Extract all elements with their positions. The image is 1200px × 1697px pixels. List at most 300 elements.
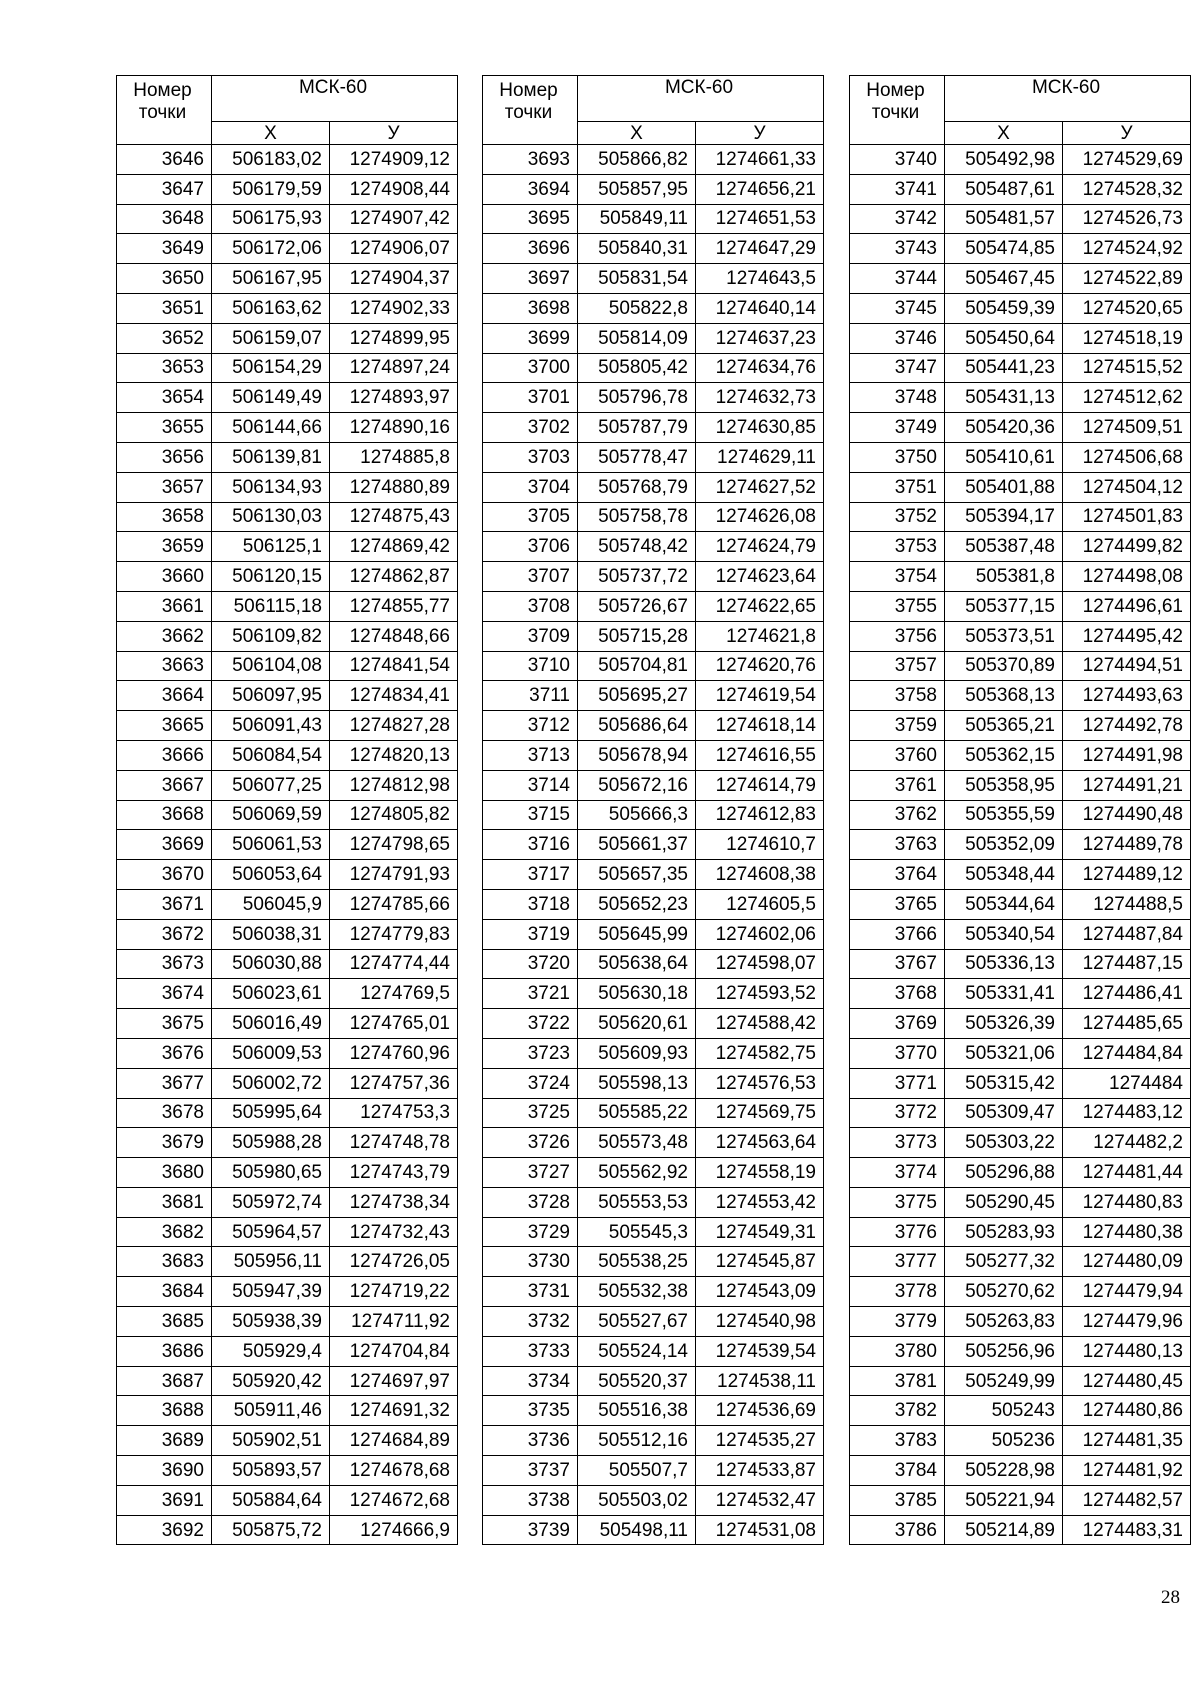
table-row [850, 949, 1191, 979]
x-cell: 506183,02 [212, 145, 330, 175]
y-cell: 1274678,68 [330, 1456, 458, 1486]
table-row [850, 919, 1191, 949]
y-cell: 1274588,42 [696, 1009, 824, 1039]
y-cell: 1274618,14 [696, 711, 824, 741]
table-row [850, 383, 1191, 413]
x-cell: 506097,95 [212, 681, 330, 711]
y-cell: 1274616,55 [696, 740, 824, 770]
x-cell: 505362,15 [945, 740, 1063, 770]
table-row [850, 1038, 1191, 1068]
table-row [850, 681, 1191, 711]
x-cell: 505309,47 [945, 1098, 1063, 1128]
table-row [117, 889, 458, 919]
x-cell: 505995,64 [212, 1098, 330, 1128]
x-cell: 506120,15 [212, 562, 330, 592]
point-number-cell: 3681 [117, 1187, 212, 1217]
table-row [483, 234, 824, 264]
y-cell: 1274492,78 [1063, 711, 1191, 741]
point-number-cell: 3683 [117, 1247, 212, 1277]
y-cell: 1274479,94 [1063, 1277, 1191, 1307]
x-cell: 505249,99 [945, 1366, 1063, 1396]
y-cell: 1274563,64 [696, 1128, 824, 1158]
x-cell: 506069,59 [212, 800, 330, 830]
point-number-cell: 3667 [117, 770, 212, 800]
point-number-cell: 3717 [483, 860, 578, 890]
y-cell: 1274487,84 [1063, 919, 1191, 949]
point-number-cell: 3776 [850, 1217, 945, 1247]
table-row [117, 949, 458, 979]
y-cell: 1274827,28 [330, 711, 458, 741]
x-cell: 505331,41 [945, 979, 1063, 1009]
point-number-cell: 3660 [117, 562, 212, 592]
x-cell: 505355,59 [945, 800, 1063, 830]
table-row [850, 1426, 1191, 1456]
y-cell: 1274691,32 [330, 1396, 458, 1426]
y-cell: 1274779,83 [330, 919, 458, 949]
header-y: У [1063, 122, 1191, 145]
point-number-cell: 3782 [850, 1396, 945, 1426]
table-row [850, 234, 1191, 264]
y-cell: 1274661,33 [696, 145, 824, 175]
table-row [850, 562, 1191, 592]
point-number-cell: 3745 [850, 293, 945, 323]
x-cell: 506130,03 [212, 502, 330, 532]
y-cell: 1274524,92 [1063, 234, 1191, 264]
y-cell: 1274798,65 [330, 830, 458, 860]
y-cell: 1274848,66 [330, 621, 458, 651]
table-row [850, 1217, 1191, 1247]
x-cell: 505387,48 [945, 532, 1063, 562]
x-cell: 505562,92 [578, 1158, 696, 1188]
table-row [483, 293, 824, 323]
x-cell: 505840,31 [578, 234, 696, 264]
table-row [117, 293, 458, 323]
point-number-cell: 3726 [483, 1128, 578, 1158]
point-number-cell: 3705 [483, 502, 578, 532]
point-number-cell: 3701 [483, 383, 578, 413]
point-number-cell: 3734 [483, 1366, 578, 1396]
table-row [117, 1456, 458, 1486]
table-row [850, 740, 1191, 770]
table-row [117, 1247, 458, 1277]
header-x: Х [212, 122, 330, 145]
table-row [117, 145, 458, 175]
y-cell: 1274490,48 [1063, 800, 1191, 830]
x-cell: 506144,66 [212, 413, 330, 443]
point-number-cell: 3695 [483, 204, 578, 234]
point-number-cell: 3719 [483, 919, 578, 949]
table-row [483, 264, 824, 294]
table-row [483, 711, 824, 741]
x-cell: 505243 [945, 1396, 1063, 1426]
x-cell: 505796,78 [578, 383, 696, 413]
x-cell: 505520,37 [578, 1366, 696, 1396]
y-cell: 1274626,08 [696, 502, 824, 532]
point-number-cell: 3709 [483, 621, 578, 651]
point-number-cell: 3661 [117, 591, 212, 621]
y-cell: 1274643,5 [696, 264, 824, 294]
point-number-cell: 3772 [850, 1098, 945, 1128]
y-cell: 1274480,09 [1063, 1247, 1191, 1277]
table-row [117, 979, 458, 1009]
point-number-cell: 3744 [850, 264, 945, 294]
x-cell: 505805,42 [578, 353, 696, 383]
x-cell: 505726,67 [578, 591, 696, 621]
table-row [117, 562, 458, 592]
point-number-cell: 3761 [850, 770, 945, 800]
point-number-cell: 3758 [850, 681, 945, 711]
x-cell: 505866,82 [578, 145, 696, 175]
point-number-cell: 3669 [117, 830, 212, 860]
table-row [483, 145, 824, 175]
y-cell: 1274897,24 [330, 353, 458, 383]
y-cell: 1274805,82 [330, 800, 458, 830]
x-cell: 505598,13 [578, 1068, 696, 1098]
x-cell: 506053,64 [212, 860, 330, 890]
x-cell: 505441,23 [945, 353, 1063, 383]
y-cell: 1274489,12 [1063, 860, 1191, 890]
table-row [483, 919, 824, 949]
y-cell: 1274549,31 [696, 1217, 824, 1247]
x-cell: 505573,48 [578, 1128, 696, 1158]
table-row [117, 830, 458, 860]
y-cell: 1274684,89 [330, 1426, 458, 1456]
x-cell: 505487,61 [945, 174, 1063, 204]
table-row [483, 1336, 824, 1366]
x-cell: 506175,93 [212, 204, 330, 234]
point-number-cell: 3732 [483, 1307, 578, 1337]
point-number-cell: 3711 [483, 681, 578, 711]
point-number-cell: 3675 [117, 1009, 212, 1039]
x-cell: 505507,7 [578, 1456, 696, 1486]
header-coordinate-system: МСК-60 [945, 76, 1191, 122]
y-cell: 1274904,37 [330, 264, 458, 294]
point-number-cell: 3749 [850, 413, 945, 443]
y-cell: 1274890,16 [330, 413, 458, 443]
point-number-cell: 3730 [483, 1247, 578, 1277]
table-row [483, 1158, 824, 1188]
x-cell: 505661,37 [578, 830, 696, 860]
table-row [483, 413, 824, 443]
x-cell: 505929,4 [212, 1336, 330, 1366]
point-number-cell: 3768 [850, 979, 945, 1009]
table-row [483, 353, 824, 383]
point-number-cell: 3727 [483, 1158, 578, 1188]
point-number-cell: 3694 [483, 174, 578, 204]
x-cell: 505857,95 [578, 174, 696, 204]
y-cell: 1274614,79 [696, 770, 824, 800]
x-cell: 505609,93 [578, 1038, 696, 1068]
table-row [850, 353, 1191, 383]
x-cell: 505911,46 [212, 1396, 330, 1426]
table-row [483, 740, 824, 770]
y-cell: 1274711,92 [330, 1307, 458, 1337]
x-cell: 505715,28 [578, 621, 696, 651]
point-number-cell: 3686 [117, 1336, 212, 1366]
y-cell: 1274753,3 [330, 1098, 458, 1128]
table-row [483, 1515, 824, 1545]
table-row [483, 800, 824, 830]
point-number-cell: 3652 [117, 323, 212, 353]
point-number-cell: 3649 [117, 234, 212, 264]
point-number-cell: 3654 [117, 383, 212, 413]
y-cell: 1274765,01 [330, 1009, 458, 1039]
table-row [850, 1366, 1191, 1396]
x-cell: 505532,38 [578, 1277, 696, 1307]
table-row [850, 770, 1191, 800]
x-cell: 506172,06 [212, 234, 330, 264]
table-row [117, 1068, 458, 1098]
y-cell: 1274543,09 [696, 1277, 824, 1307]
table-row [117, 1009, 458, 1039]
point-number-cell: 3666 [117, 740, 212, 770]
x-cell: 505503,02 [578, 1485, 696, 1515]
x-cell: 505420,36 [945, 413, 1063, 443]
y-cell: 1274501,83 [1063, 502, 1191, 532]
table-row [483, 1038, 824, 1068]
x-cell: 505822,8 [578, 293, 696, 323]
table-row [850, 502, 1191, 532]
x-cell: 506061,53 [212, 830, 330, 860]
table-row [117, 621, 458, 651]
y-cell: 1274738,34 [330, 1187, 458, 1217]
header-x: Х [945, 122, 1063, 145]
y-cell: 1274841,54 [330, 651, 458, 681]
x-cell: 506091,43 [212, 711, 330, 741]
point-number-cell: 3766 [850, 919, 945, 949]
x-cell: 505481,57 [945, 204, 1063, 234]
x-cell: 505672,16 [578, 770, 696, 800]
x-cell: 505277,32 [945, 1247, 1063, 1277]
y-cell: 1274621,8 [696, 621, 824, 651]
point-number-cell: 3785 [850, 1485, 945, 1515]
y-cell: 1274769,5 [330, 979, 458, 1009]
table-row [850, 532, 1191, 562]
point-number-cell: 3760 [850, 740, 945, 770]
point-number-cell: 3771 [850, 1068, 945, 1098]
x-cell: 505459,39 [945, 293, 1063, 323]
point-number-cell: 3713 [483, 740, 578, 770]
x-cell: 505336,13 [945, 949, 1063, 979]
point-number-cell: 3708 [483, 591, 578, 621]
x-cell: 505474,85 [945, 234, 1063, 264]
y-cell: 1274666,9 [330, 1515, 458, 1545]
point-number-cell: 3657 [117, 472, 212, 502]
point-number-cell: 3680 [117, 1158, 212, 1188]
x-cell: 505666,3 [578, 800, 696, 830]
x-cell: 506134,93 [212, 472, 330, 502]
point-number-cell: 3767 [850, 949, 945, 979]
x-cell: 505283,93 [945, 1217, 1063, 1247]
x-cell: 505467,45 [945, 264, 1063, 294]
table-row [117, 770, 458, 800]
y-cell: 1274529,69 [1063, 145, 1191, 175]
point-number-cell: 3738 [483, 1485, 578, 1515]
table-row [483, 621, 824, 651]
x-cell: 505381,8 [945, 562, 1063, 592]
table-row [117, 681, 458, 711]
point-number-cell: 3754 [850, 562, 945, 592]
x-cell: 505450,64 [945, 323, 1063, 353]
y-cell: 1274528,32 [1063, 174, 1191, 204]
table-row [117, 711, 458, 741]
point-number-cell: 3728 [483, 1187, 578, 1217]
table-row [117, 591, 458, 621]
point-number-cell: 3773 [850, 1128, 945, 1158]
point-number-cell: 3704 [483, 472, 578, 502]
point-number-cell: 3751 [850, 472, 945, 502]
y-cell: 1274481,35 [1063, 1426, 1191, 1456]
point-number-cell: 3764 [850, 860, 945, 890]
y-cell: 1274480,13 [1063, 1336, 1191, 1366]
y-cell: 1274479,96 [1063, 1307, 1191, 1337]
y-cell: 1274533,87 [696, 1456, 824, 1486]
y-cell: 1274885,8 [330, 442, 458, 472]
x-cell: 505348,44 [945, 860, 1063, 890]
point-number-cell: 3662 [117, 621, 212, 651]
y-cell: 1274875,43 [330, 502, 458, 532]
y-cell: 1274539,54 [696, 1336, 824, 1366]
x-cell: 505321,06 [945, 1038, 1063, 1068]
x-cell: 506149,49 [212, 383, 330, 413]
table-row [850, 174, 1191, 204]
y-cell: 1274498,08 [1063, 562, 1191, 592]
x-cell: 505652,23 [578, 889, 696, 919]
x-cell: 505831,54 [578, 264, 696, 294]
x-cell: 505988,28 [212, 1128, 330, 1158]
point-number-cell: 3703 [483, 442, 578, 472]
point-number-cell: 3775 [850, 1187, 945, 1217]
x-cell: 505814,09 [578, 323, 696, 353]
table-row [117, 1038, 458, 1068]
point-number-cell: 3750 [850, 442, 945, 472]
point-number-cell: 3736 [483, 1426, 578, 1456]
x-cell: 506045,9 [212, 889, 330, 919]
table-row [117, 264, 458, 294]
point-number-cell: 3783 [850, 1426, 945, 1456]
x-cell: 505228,98 [945, 1456, 1063, 1486]
y-cell: 1274602,06 [696, 919, 824, 949]
y-cell: 1274535,27 [696, 1426, 824, 1456]
y-cell: 1274483,31 [1063, 1515, 1191, 1545]
y-cell: 1274499,82 [1063, 532, 1191, 562]
x-cell: 505263,83 [945, 1307, 1063, 1337]
y-cell: 1274862,87 [330, 562, 458, 592]
y-cell: 1274482,2 [1063, 1128, 1191, 1158]
x-cell: 505657,35 [578, 860, 696, 890]
y-cell: 1274748,78 [330, 1128, 458, 1158]
x-cell: 506030,88 [212, 949, 330, 979]
point-number-cell: 3692 [117, 1515, 212, 1545]
table-row [117, 1307, 458, 1337]
y-cell: 1274496,61 [1063, 591, 1191, 621]
y-cell: 1274487,15 [1063, 949, 1191, 979]
point-number-cell: 3729 [483, 1217, 578, 1247]
point-number-cell: 3702 [483, 413, 578, 443]
x-cell: 505849,11 [578, 204, 696, 234]
table-row [483, 949, 824, 979]
table-row [483, 1128, 824, 1158]
table-row [117, 740, 458, 770]
point-number-cell: 3716 [483, 830, 578, 860]
y-cell: 1274515,52 [1063, 353, 1191, 383]
x-cell: 505431,13 [945, 383, 1063, 413]
point-number-cell: 3735 [483, 1396, 578, 1426]
x-cell: 505270,62 [945, 1277, 1063, 1307]
x-cell: 505947,39 [212, 1277, 330, 1307]
x-cell: 506104,08 [212, 651, 330, 681]
y-cell: 1274656,21 [696, 174, 824, 204]
table-row [483, 979, 824, 1009]
table-row [483, 323, 824, 353]
x-cell: 506179,59 [212, 174, 330, 204]
x-cell: 505340,54 [945, 919, 1063, 949]
table-row [117, 1336, 458, 1366]
table-row [117, 204, 458, 234]
x-cell: 505920,42 [212, 1366, 330, 1396]
table-row [850, 800, 1191, 830]
y-cell: 1274569,75 [696, 1098, 824, 1128]
table-row [117, 1426, 458, 1456]
y-cell: 1274623,64 [696, 562, 824, 592]
point-number-cell: 3658 [117, 502, 212, 532]
x-cell: 505315,42 [945, 1068, 1063, 1098]
x-cell: 505778,47 [578, 442, 696, 472]
point-number-cell: 3733 [483, 1336, 578, 1366]
x-cell: 505373,51 [945, 621, 1063, 651]
point-number-cell: 3770 [850, 1038, 945, 1068]
y-cell: 1274627,52 [696, 472, 824, 502]
table-row [850, 889, 1191, 919]
y-cell: 1274509,51 [1063, 413, 1191, 443]
y-cell: 1274610,7 [696, 830, 824, 860]
table-row [850, 830, 1191, 860]
y-cell: 1274743,79 [330, 1158, 458, 1188]
y-cell: 1274495,42 [1063, 621, 1191, 651]
y-cell: 1274612,83 [696, 800, 824, 830]
x-cell: 505516,38 [578, 1396, 696, 1426]
point-number-cell: 3784 [850, 1456, 945, 1486]
point-number-cell: 3756 [850, 621, 945, 651]
point-number-cell: 3699 [483, 323, 578, 353]
point-number-cell: 3748 [850, 383, 945, 413]
table-row [850, 1187, 1191, 1217]
x-cell: 505370,89 [945, 651, 1063, 681]
point-number-cell: 3746 [850, 323, 945, 353]
point-number-cell: 3648 [117, 204, 212, 234]
y-cell: 1274518,19 [1063, 323, 1191, 353]
header-coordinate-system: МСК-60 [578, 76, 824, 122]
y-cell: 1274909,12 [330, 145, 458, 175]
point-number-cell: 3655 [117, 413, 212, 443]
x-cell: 505902,51 [212, 1426, 330, 1456]
y-cell: 1274620,76 [696, 651, 824, 681]
y-cell: 1274512,62 [1063, 383, 1191, 413]
x-cell: 505538,25 [578, 1247, 696, 1277]
point-number-cell: 3763 [850, 830, 945, 860]
point-number-cell: 3774 [850, 1158, 945, 1188]
y-cell: 1274526,73 [1063, 204, 1191, 234]
y-cell: 1274893,97 [330, 383, 458, 413]
y-cell: 1274520,65 [1063, 293, 1191, 323]
header-coordinate-system: МСК-60 [212, 76, 458, 122]
point-number-cell: 3720 [483, 949, 578, 979]
y-cell: 1274619,54 [696, 681, 824, 711]
y-cell: 1274486,41 [1063, 979, 1191, 1009]
point-number-cell: 3659 [117, 532, 212, 562]
table-row [483, 383, 824, 413]
point-number-cell: 3712 [483, 711, 578, 741]
